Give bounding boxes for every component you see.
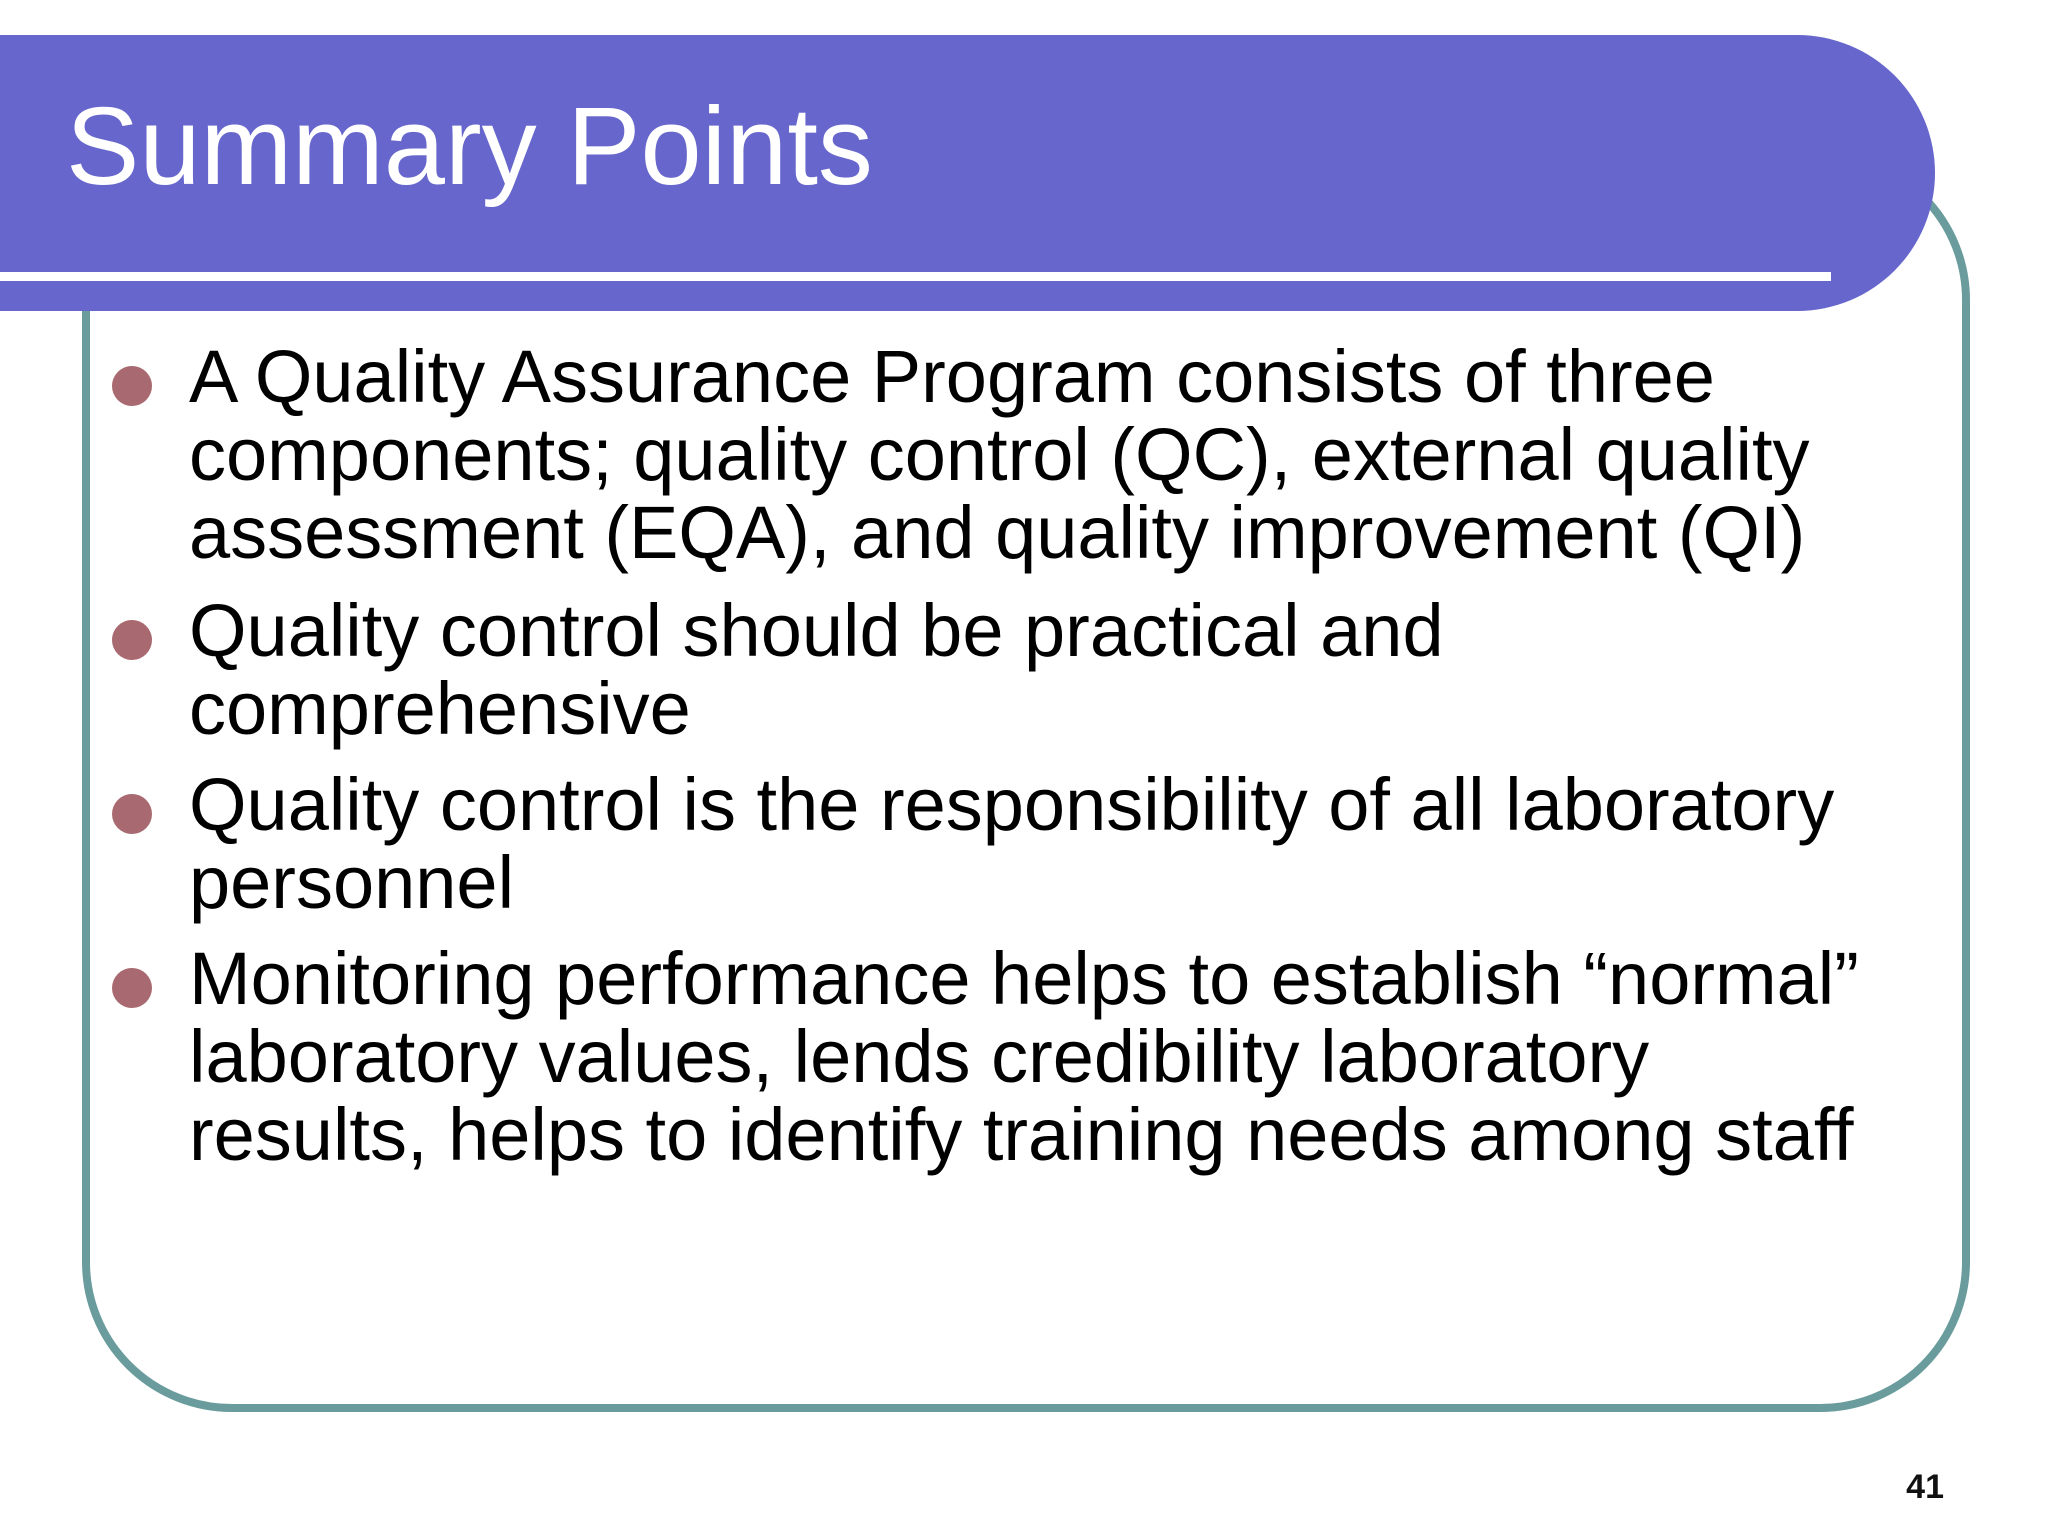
slide-title: Summary Points: [66, 85, 873, 208]
bullet-text: A Quality Assurance Program consists of three components; quality control (QC), external quality assessment (EQA), and quality improvement (QI): [189, 335, 1810, 574]
bullet-text: Quality control should be practical and comprehensive: [189, 589, 1444, 750]
bullet-dot-icon: [112, 794, 152, 834]
title-underline: [0, 272, 1831, 281]
bullet-text: Monitoring performance helps to establish “normal” laboratory values, lends credibility laboratory results, helps to identify training needs among staff: [189, 937, 1859, 1176]
bullet-dot-icon: [112, 620, 152, 660]
page-number: 41: [1906, 1468, 1944, 1506]
bullet-item: [112, 589, 1882, 750]
bullet-item: [112, 763, 1882, 924]
bullet-list: [112, 335, 1882, 1176]
bullet-dot-icon: [112, 366, 152, 406]
bullet-item: [112, 937, 1882, 1176]
bullet-item: [112, 335, 1882, 574]
bullet-dot-icon: [112, 968, 152, 1008]
bullet-text: Quality control is the responsibility of all laboratory personnel: [189, 763, 1835, 924]
